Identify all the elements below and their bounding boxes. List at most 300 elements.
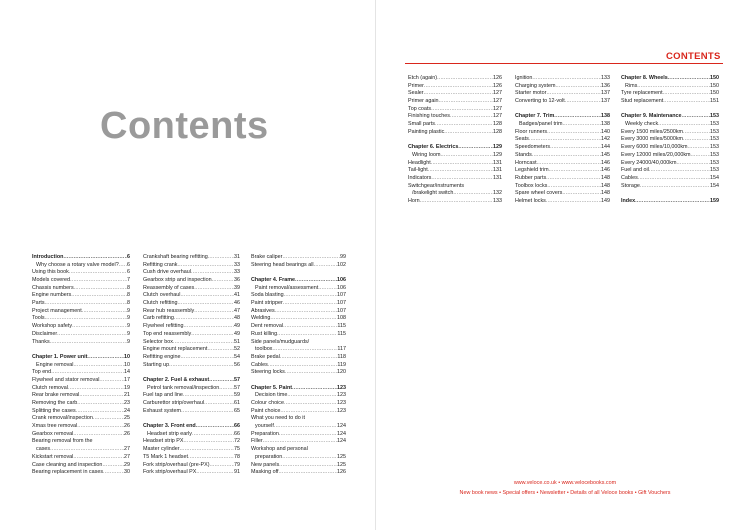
toc-entry-title: Clutch refitting <box>143 300 178 307</box>
toc-page-number: 138 <box>601 113 610 120</box>
toc-entry <box>143 277 240 285</box>
toc-dot-leader <box>204 400 234 408</box>
toc-page-number: 78 <box>234 453 240 460</box>
toc-entry <box>515 160 610 168</box>
toc-page-number: 26 <box>124 423 130 430</box>
toc-entry <box>32 362 130 370</box>
header-rule <box>405 63 723 64</box>
toc-entry-title: Headlight <box>408 159 431 166</box>
toc-dot-leader <box>270 315 337 323</box>
toc-entry <box>251 369 346 377</box>
toc-page-number: 66 <box>234 423 240 430</box>
toc-entry-title: Chapter 9. Maintenance <box>621 113 682 120</box>
toc-page-number: 153 <box>710 159 719 166</box>
toc-entry-title: Every 3000 miles/5000km <box>621 136 684 143</box>
toc-page-number: 153 <box>710 144 719 151</box>
toc-page-number: 31 <box>234 253 240 260</box>
toc-dot-leader <box>272 346 337 354</box>
toc-entry <box>251 339 346 347</box>
toc-page-number: 117 <box>337 346 346 353</box>
toc-entry-title: Seats <box>515 136 529 143</box>
toc-page-number: 8 <box>127 292 130 299</box>
toc-entry-title: Engine numbers <box>32 292 72 299</box>
toc-chapter-heading <box>621 75 719 83</box>
toc-dot-leader <box>82 308 127 316</box>
toc-entry-title: Wiring loom <box>412 151 441 158</box>
toc-page-number: 102 <box>337 261 346 268</box>
toc-entry-title: Models covered <box>32 277 71 284</box>
toc-entry-title: Introduction <box>32 253 64 260</box>
toc-chapter-heading <box>32 254 130 262</box>
toc-dot-leader <box>209 377 234 385</box>
toc-entry-title: Spare wheel covers <box>515 190 563 197</box>
toc-entry-title: Paint stripper <box>251 300 283 307</box>
toc-dot-leader <box>103 469 124 477</box>
toc-entry <box>251 331 346 339</box>
toc-entry <box>251 392 346 400</box>
toc-entry-title: Cables <box>251 361 268 368</box>
toc-page-number: 118 <box>337 353 346 360</box>
toc-entry <box>251 408 346 416</box>
page-gutter <box>375 0 376 530</box>
toc-dot-leader <box>550 144 601 152</box>
toc-page-number: 120 <box>337 369 346 376</box>
toc-dot-leader <box>458 144 493 152</box>
toc-page-number: 9 <box>127 315 130 322</box>
toc-entry-title: Chapter 6. Electrics <box>408 144 459 151</box>
toc-entry <box>143 392 240 400</box>
toc-dot-leader <box>177 262 234 270</box>
toc-column-5 <box>515 75 610 206</box>
toc-entry-title: yourself <box>255 423 274 430</box>
toc-page-number: 133 <box>493 197 502 204</box>
toc-page-number: 10 <box>124 361 130 368</box>
toc-dot-leader <box>284 400 337 408</box>
toc-page-number: 39 <box>234 284 240 291</box>
toc-entry-title: Brake pedal <box>251 353 280 360</box>
toc-entry <box>621 152 719 160</box>
toc-entry <box>251 423 346 431</box>
toc-entry <box>32 469 130 477</box>
toc-entry <box>32 300 130 308</box>
toc-dot-leader <box>314 262 337 270</box>
toc-page-number: 150 <box>710 74 719 81</box>
toc-spacer <box>621 190 719 198</box>
toc-entry-title: Flywheel and stator removal <box>32 376 100 383</box>
toc-dot-leader <box>207 346 234 354</box>
toc-entry-title: Cables <box>621 174 638 181</box>
toc-spacer <box>143 415 240 423</box>
toc-page-number: 91 <box>234 469 240 476</box>
toc-entry-title: Why choose a rotary valve model? <box>36 261 119 268</box>
toc-dot-leader <box>547 183 601 191</box>
toc-entry <box>408 198 502 206</box>
toc-entry-title: Storage <box>621 182 640 189</box>
toc-entry <box>143 331 240 339</box>
toc-entry <box>251 462 346 470</box>
toc-entry-title: What you need to do it <box>251 415 305 422</box>
toc-entry-title: Colour choice <box>251 400 284 407</box>
toc-entry-title: Chapter 2. Fuel & exhaust <box>143 376 210 383</box>
toc-entry <box>32 277 130 285</box>
toc-dot-leader <box>174 315 234 323</box>
toc-page-number: 150 <box>710 90 719 97</box>
toc-entry <box>515 175 610 183</box>
toc-page-number: 131 <box>493 174 502 181</box>
toc-dot-leader <box>638 175 710 183</box>
toc-page-number: 8 <box>127 284 130 291</box>
toc-entry <box>515 190 610 198</box>
toc-dot-leader <box>565 98 601 106</box>
toc-entry-title: Preparation <box>251 430 279 437</box>
toc-entry-title: Horncast <box>515 159 537 166</box>
toc-dot-leader <box>180 446 234 454</box>
toc-dot-leader <box>180 354 234 362</box>
toc-entry-title: Paint choice <box>251 407 281 414</box>
toc-entry <box>143 362 240 370</box>
toc-entry <box>408 190 502 198</box>
toc-dot-leader <box>547 129 601 137</box>
toc-dot-leader <box>183 438 234 446</box>
toc-dot-leader <box>280 354 338 362</box>
toc-dot-leader <box>79 392 124 400</box>
toc-entry <box>408 129 502 137</box>
toc-page-number: 41 <box>234 292 240 299</box>
toc-entry-title: Gearbox removal <box>32 430 74 437</box>
toc-page-number: 127 <box>493 98 502 105</box>
toc-dot-leader <box>177 300 234 308</box>
toc-dot-leader <box>635 198 710 206</box>
toc-entry <box>251 292 346 300</box>
toc-dot-leader <box>682 113 710 121</box>
toc-dot-leader <box>278 469 337 477</box>
toc-page-number: 129 <box>493 144 502 151</box>
toc-dot-leader <box>183 392 234 400</box>
toc-entry-title: Finishing touches <box>408 113 450 120</box>
toc-page-number: 30 <box>124 469 130 476</box>
toc-page-number: 10 <box>124 353 130 360</box>
toc-entry <box>408 83 502 91</box>
toc-entry <box>32 462 130 470</box>
toc-dot-leader <box>424 83 493 91</box>
toc-page-number: 131 <box>493 159 502 166</box>
toc-dot-leader <box>212 277 234 285</box>
toc-page-number: 127 <box>493 90 502 97</box>
toc-dot-leader <box>555 83 601 91</box>
toc-entry <box>621 144 719 152</box>
toc-page-number: 124 <box>337 423 346 430</box>
toc-entry-title: Carb refitting <box>143 315 174 322</box>
toc-entry-title: Ignition <box>515 74 533 81</box>
toc-page-number: 131 <box>493 167 502 174</box>
toc-entry <box>621 83 719 91</box>
toc-entry-title: Xmas tree removal <box>32 423 78 430</box>
toc-entry-title: Engine removal <box>36 361 74 368</box>
toc-entry-title: Bearing removal from the <box>32 438 93 445</box>
toc-dot-leader <box>532 75 601 83</box>
toc-dot-leader <box>431 175 493 183</box>
toc-column-3 <box>251 254 346 477</box>
toc-page-number: 128 <box>493 128 502 135</box>
toc-entry <box>408 121 502 129</box>
toc-dot-leader <box>444 129 493 137</box>
toc-dot-leader <box>71 292 127 300</box>
toc-dot-leader <box>683 129 710 137</box>
toc-dot-leader <box>279 431 337 439</box>
toc-entry <box>143 285 240 293</box>
toc-page-number: 46 <box>234 300 240 307</box>
toc-entry <box>32 408 130 416</box>
toc-entry-title: Fuel tap and line <box>143 392 183 399</box>
toc-page-number: 14 <box>124 369 130 376</box>
toc-entry <box>32 331 130 339</box>
toc-dot-leader <box>562 190 601 198</box>
toc-dot-leader <box>683 136 710 144</box>
toc-chapter-heading <box>143 377 240 385</box>
toc-entry <box>621 137 719 145</box>
toc-entry <box>32 400 130 408</box>
toc-entry-title: Crankshaft bearing refitting <box>143 253 208 260</box>
toc-chapter-heading <box>621 198 719 206</box>
toc-entry-title: Disclaimer <box>32 330 58 337</box>
toc-entry-title: Horn <box>408 197 420 204</box>
toc-entry-title: Headset strip early <box>147 430 192 437</box>
toc-page-number: 33 <box>234 261 240 268</box>
toc-dot-leader <box>440 152 493 160</box>
toc-entry <box>32 392 130 400</box>
toc-page-number: 150 <box>710 82 719 89</box>
toc-entry <box>143 300 240 308</box>
toc-dot-leader <box>63 254 127 262</box>
toc-page-number: 126 <box>337 469 346 476</box>
toc-entry <box>143 400 240 408</box>
toc-entry <box>32 262 130 270</box>
toc-page-number: 119 <box>337 361 346 368</box>
toc-entry-title: Using this book <box>32 269 69 276</box>
toc-entry-title: Rubber parts <box>515 174 547 181</box>
toc-spacer <box>32 346 130 354</box>
toc-page-number: 65 <box>234 407 240 414</box>
toc-page-number: 9 <box>127 323 130 330</box>
toc-dot-leader <box>99 377 124 385</box>
toc-page-number: 19 <box>124 384 130 391</box>
toc-entry-title: Etch (again) <box>408 74 438 81</box>
toc-entry-title: Top end <box>32 369 52 376</box>
toc-page-number: 75 <box>234 446 240 453</box>
toc-entry-title: Rear hub reassembly <box>143 307 195 314</box>
toc-page-number: 137 <box>601 90 610 97</box>
toc-entry <box>143 446 240 454</box>
toc-entry <box>32 454 130 462</box>
toc-dot-leader <box>658 121 710 129</box>
toc-page-number: 51 <box>234 338 240 345</box>
toc-entry <box>251 439 346 447</box>
toc-dot-leader <box>277 331 337 339</box>
toc-entry-title: Primer again <box>408 98 439 105</box>
toc-page-number: 148 <box>601 190 610 197</box>
toc-dot-leader <box>208 254 234 262</box>
toc-page-number: 124 <box>337 438 346 445</box>
toc-dot-leader <box>180 292 234 300</box>
toc-entry <box>621 121 719 129</box>
toc-dot-leader <box>285 369 337 377</box>
toc-dot-leader <box>51 369 124 377</box>
toc-entry-title: Converting to 12-volt <box>515 98 565 105</box>
toc-entry-title: Gearbox strip and inspection <box>143 277 212 284</box>
toc-entry-title: Fuel and oil <box>621 167 649 174</box>
toc-dot-leader <box>691 152 710 160</box>
toc-entry-title: Side panels/mudguards/ <box>251 338 310 345</box>
toc-entry-title: Masking off <box>251 469 279 476</box>
toc-entry-title: Clutch removal <box>32 384 68 391</box>
toc-dot-leader <box>637 83 710 91</box>
toc-page-number: 129 <box>493 151 502 158</box>
toc-entry <box>143 462 240 470</box>
toc-entry-title: Primer <box>408 82 424 89</box>
toc-page-number: 127 <box>493 105 502 112</box>
toc-entry <box>408 160 502 168</box>
toc-dot-leader <box>181 408 234 416</box>
toc-dot-leader <box>119 262 127 270</box>
toc-dot-leader <box>73 362 124 370</box>
toc-page-number: 132 <box>493 190 502 197</box>
toc-entry-title: Charging system <box>515 82 556 89</box>
toc-entry-title: Steering locks <box>251 369 285 376</box>
toc-entry <box>251 262 346 270</box>
toc-spacer <box>251 269 346 277</box>
toc-page-number: 29 <box>124 461 130 468</box>
toc-entry-title: Dent removal <box>251 323 284 330</box>
toc-dot-leader <box>73 431 124 439</box>
toc-page-number: 154 <box>710 182 719 189</box>
toc-page-number: 57 <box>234 384 240 391</box>
toc-page-number: 49 <box>234 330 240 337</box>
toc-entry <box>515 90 610 98</box>
toc-entry <box>143 408 240 416</box>
toc-page-number: 7 <box>127 277 130 284</box>
toc-entry-title: Fork strip/overhaul (pre-PX) <box>143 461 210 468</box>
toc-dot-leader <box>183 323 234 331</box>
toc-chapter-heading <box>621 113 719 121</box>
toc-entry-title: Parts <box>32 300 45 307</box>
toc-page-number: 133 <box>601 74 610 81</box>
toc-dot-leader <box>295 277 337 285</box>
toc-dot-leader <box>663 90 710 98</box>
toc-entry <box>251 254 346 262</box>
toc-page-number: 26 <box>124 430 130 437</box>
toc-dot-leader <box>194 285 234 293</box>
toc-entry <box>515 129 610 137</box>
toc-dot-leader <box>450 113 493 121</box>
toc-entry-title: T5 Mark 1 headset <box>143 453 188 460</box>
toc-dot-leader <box>529 136 601 144</box>
toc-page-number: 144 <box>601 144 610 151</box>
toc-dot-leader <box>196 469 234 477</box>
toc-spacer <box>621 106 719 114</box>
toc-entry-title: /brakelight switch <box>412 190 454 197</box>
toc-page-number: 106 <box>337 277 346 284</box>
toc-page-number: 159 <box>710 197 719 204</box>
toc-entry-title: Legshield trim <box>515 167 549 174</box>
toc-page-number: 153 <box>710 151 719 158</box>
toc-entry-title: Bearing replacement in cases <box>32 469 104 476</box>
toc-dot-leader <box>537 160 601 168</box>
toc-entry <box>32 269 130 277</box>
toc-dot-leader <box>431 106 493 114</box>
toc-dot-leader <box>292 385 337 393</box>
toc-entry <box>32 339 130 347</box>
toc-entry <box>251 308 346 316</box>
toc-dot-leader <box>87 354 124 362</box>
toc-entry <box>408 90 502 98</box>
toc-entry-title: Floor runners <box>515 128 548 135</box>
toc-page-number: 148 <box>601 182 610 189</box>
toc-dot-leader <box>282 254 340 262</box>
toc-entry <box>408 175 502 183</box>
toc-dot-leader <box>68 385 124 393</box>
toc-dot-leader <box>554 113 601 121</box>
toc-entry <box>143 262 240 270</box>
toc-entry <box>251 346 346 354</box>
toc-page-number: 48 <box>234 315 240 322</box>
toc-entry <box>32 415 130 423</box>
toc-dot-leader <box>50 339 127 347</box>
toc-spacer <box>408 137 502 145</box>
toc-dot-leader <box>263 438 337 446</box>
toc-dot-leader <box>284 292 337 300</box>
toc-dot-leader <box>280 408 337 416</box>
toc-page-number: 115 <box>337 330 346 337</box>
toc-entry <box>143 346 240 354</box>
toc-entry <box>408 106 502 114</box>
toc-dot-leader <box>73 454 124 462</box>
toc-entry <box>143 339 240 347</box>
toc-page-number: 153 <box>710 113 719 120</box>
toc-entry-title: Stud replacement <box>621 98 664 105</box>
toc-entry-title: Index <box>621 197 636 204</box>
toc-dot-leader <box>546 198 601 206</box>
toc-entry <box>143 469 240 477</box>
toc-entry-title: Chapter 3. Front end <box>143 423 196 430</box>
toc-page-number: 126 <box>493 74 502 81</box>
toc-dot-leader <box>649 167 710 175</box>
toc-dot-leader <box>192 431 234 439</box>
toc-dot-leader <box>268 362 338 370</box>
toc-page-number: 6 <box>127 269 130 276</box>
toc-page-number: 27 <box>124 453 130 460</box>
toc-dot-leader <box>546 175 601 183</box>
toc-dot-leader <box>191 331 234 339</box>
toc-entry-title: Refitting crank <box>143 261 178 268</box>
toc-page-number: 8 <box>127 300 130 307</box>
toc-dot-leader <box>77 400 124 408</box>
toc-entry <box>32 385 130 393</box>
toc-dot-leader <box>318 285 337 293</box>
toc-page-number: 79 <box>234 461 240 468</box>
toc-dot-leader <box>196 423 234 431</box>
toc-entry-title: Abrasives <box>251 307 275 314</box>
toc-entry <box>32 285 130 293</box>
toc-entry-title: Chapter 7. Trim <box>515 113 555 120</box>
toc-entry-title: Clutch overhaul <box>143 292 181 299</box>
toc-dot-leader <box>50 446 124 454</box>
toc-chapter-heading <box>32 354 130 362</box>
toc-entry <box>515 83 610 91</box>
toc-page-number: 153 <box>710 167 719 174</box>
toc-page-number: 146 <box>601 159 610 166</box>
toc-entry <box>143 431 240 439</box>
toc-entry-title: Workshop and personal <box>251 446 308 453</box>
